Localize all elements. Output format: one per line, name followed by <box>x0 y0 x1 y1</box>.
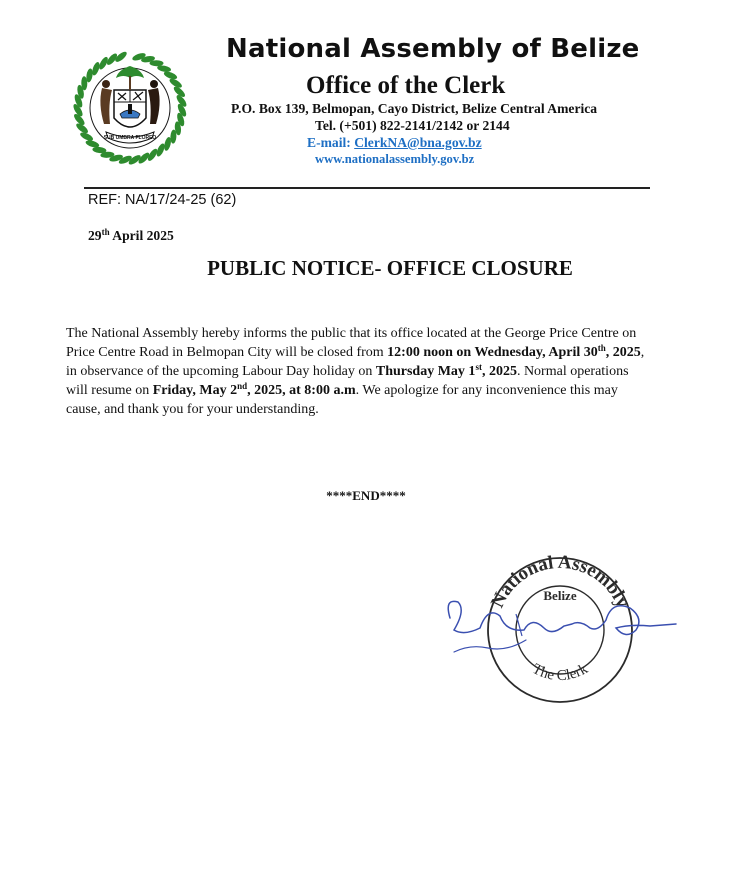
official-stamp-seal <box>440 540 680 710</box>
ordinal-suffix: th <box>597 343 606 353</box>
stamp-bottom-text: The Clerk <box>529 661 591 685</box>
handwritten-signature <box>448 601 676 634</box>
closure-year: , 2025 <box>605 345 641 360</box>
ordinal-suffix: nd <box>237 381 248 391</box>
holiday-day: Thursday May 1 <box>375 364 476 379</box>
reference-number: REF: NA/17/24-25 (62) <box>88 192 237 208</box>
body-text: Price Centre Road in Belmopan City will be closed from <box>66 345 388 360</box>
holiday-year: , 2025 <box>481 364 517 379</box>
ordinal-suffix: st <box>475 362 482 372</box>
organization-name: National Assembly of Belize <box>226 34 640 64</box>
office-name: Office of the Clerk <box>306 72 506 99</box>
body-line-1: The National Assembly hereby informs the public that its office located at the George Price Centre on <box>66 326 637 341</box>
body-text: will resume on <box>66 383 153 398</box>
notice-title: PUBLIC NOTICE- OFFICE CLOSURE <box>207 256 573 280</box>
stamp-center-text: Belize <box>543 588 577 603</box>
body-line-4 <box>66 381 686 400</box>
date-suffix: th <box>101 227 110 237</box>
body-text: . Normal operations <box>516 364 629 379</box>
reopen-time: , 2025, at 8:00 a.m <box>247 383 356 398</box>
body-line-5: cause, and thank you for your understanding. <box>66 402 319 417</box>
closure-time <box>387 345 641 360</box>
end-marker: ****END**** <box>326 488 406 503</box>
email-line <box>307 135 482 151</box>
website-link[interactable]: www.nationalassembly.gov.bz <box>315 152 475 166</box>
postal-address: P.O. Box 139, Belmopan, Cayo District, Belize Central America <box>231 101 598 116</box>
reopen-day: Friday, May 2 <box>152 383 238 398</box>
svg-text:SUB UMBRA FLOREO: SUB UMBRA FLOREO <box>103 135 157 141</box>
body-text: . We apologize for any inconvenience this may <box>355 383 618 398</box>
notice-date <box>88 228 174 244</box>
body-line-2 <box>66 343 686 362</box>
body-text: , <box>640 345 645 360</box>
wreath-leaf <box>149 60 163 66</box>
closure-date: 12:00 noon on Wednesday, April 30 <box>387 345 598 360</box>
reopen-date <box>153 383 356 398</box>
body-text: in observance of the upcoming Labour Day holiday on <box>66 364 376 379</box>
email-label: E-mail: <box>307 135 355 150</box>
telephone-numbers: Tel. (+501) 822-2141/2142 or 2144 <box>315 118 510 133</box>
date-month-year: April 2025 <box>109 228 174 243</box>
header-divider <box>84 187 650 189</box>
email-link[interactable]: ClerkNA@bna.gov.bz <box>354 135 482 150</box>
body-line-3 <box>66 362 686 381</box>
coat-of-arms-logo <box>66 44 194 172</box>
date-day: 29 <box>88 228 102 243</box>
holiday-date <box>376 364 517 379</box>
stamp-top-text: National Assembly <box>486 551 634 612</box>
